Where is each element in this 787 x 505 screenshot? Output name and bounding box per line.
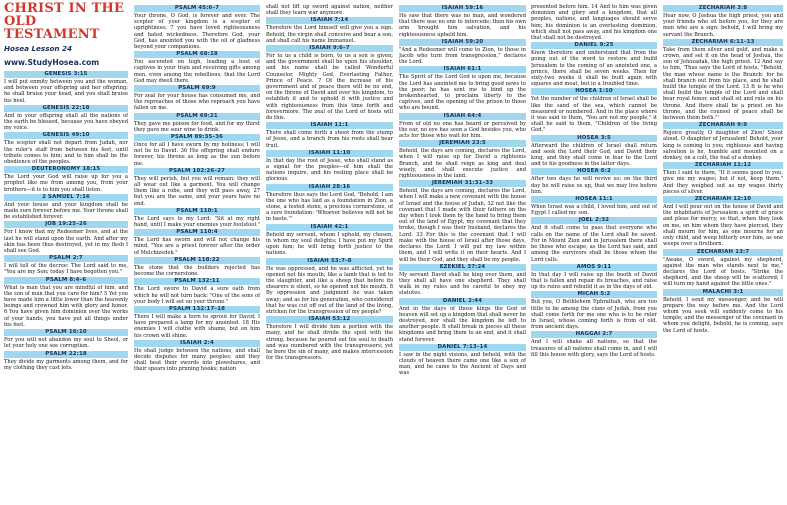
- verse-text: The Spirit of the Lord God is upon me, because the Lord has anointed me to bring good news to the poor; he has sent me to bind up the brokenhearted, to proclaim liberty to the captives, and the opening of the prison to those who are bound.: [399, 74, 526, 112]
- verse-text: I saw in the night visions, and behold, with the clouds of heaven there came one like a son of man, and he came to the Ancient of Days and was: [399, 351, 526, 377]
- verse-reference: AMOS 9:11: [531, 264, 657, 271]
- verse-reference: HAGGAI 2:7: [531, 331, 657, 338]
- verse-reference: JEREMIAH 23:5: [399, 140, 526, 147]
- verse-text: For zeal for your house has consumed me, and the reproaches of those who reproach you have fallen on me.: [134, 93, 260, 112]
- verse-reference: ISAIAH 11:10: [266, 150, 393, 157]
- verse-text: And in your offspring shall all the nations of the earth be blessed, because you have obeyed my voice.: [4, 112, 128, 132]
- verse-reference: JEREMIAH 31:31–33: [399, 180, 526, 187]
- verse-text: shall not lift up sword against nation, neither shall they learn war anymore.: [266, 4, 393, 17]
- verse-reference: HOSEA 6:2: [531, 168, 657, 175]
- verse-reference: ISAIAH 64:4: [399, 113, 526, 120]
- column-5: [531, 4, 657, 359]
- verse-reference: PSALM 118:22: [134, 257, 260, 264]
- verse-text: Afterward the children of Israel shall return and seek the Lord their God, and David their king, and they shall come in fear to the Lord and to his goodness in the latter days.: [531, 142, 657, 168]
- verse-text: There shall come forth a shoot from the stump of Jesse, and a branch from his roots shall bear fruit.: [266, 130, 393, 149]
- verse-text: He shall judge between the nations, and shall decide disputes for many peoples; and they shall beat their swords into plowshares, and their spears into pruning hooks; nation: [134, 347, 260, 373]
- verse-text: Then I said to them, "If it seems good to you, give me my wages; but if not, keep them." And they weighed out as my wages thirty pieces of silver.: [663, 170, 783, 195]
- verse-reference: GENESIS 49:10: [4, 132, 128, 139]
- verse-text: Therefore the Lord himself will give you a sign. Behold, the virgin shall conceive and bear a son, and shall call his name Immanuel.: [266, 25, 393, 44]
- verse-text: The scepter shall not depart from Judah, nor the ruler's staff from between his feet, until tribute comes to him; and to him shall be the obedience of the peoples.: [4, 140, 128, 166]
- verse-text: From of old no one has heard or perceived by the ear, no eye has seen a God besides you, who acts for those who wait for him.: [399, 120, 526, 140]
- verse-text: There I will make a horn to sprout for David; I have prepared a lamp for my anointed. 18 His enemies I will clothe with shame, but on him his crown will shine.: [134, 313, 260, 339]
- verse-text: presented before him. 14 And to him was given dominion and glory and a kingdom, that all peoples, nations, and languages should serve him; his dominion is an everlasting dominion, which shall not pass away, and his kingdom one that shall not be destroyed.: [531, 4, 657, 42]
- verse-reference: ZECHARIAH 6:11–13: [663, 39, 783, 46]
- verse-text: They will perish, but you will remain; they will all wear out like a garment. You will change them like a robe, and they will pass away, 27 but you are the same, and your years have no end.: [134, 175, 260, 207]
- verse-text: Hear now, O Joshua the high priest, you and your friends who sit before you, for they are men who are a sign: behold, I will bring my servant the Branch.: [663, 13, 783, 38]
- verse-reference: PSALM 69:21: [134, 113, 260, 120]
- column-2: [134, 4, 260, 374]
- verse-text: And I will pour out on the house of David and the inhabitants of Jerusalem a spirit of grace and pleas for mercy, so that, when they look on me, on him whom they have pierced, they shall mourn for him, as one mourns for an only child, and weep bitterly over him, as one weeps over a firstborn.: [663, 204, 783, 248]
- verse-reference: DANIEL 7:13–14: [399, 344, 526, 351]
- verse-text: In that day the root of Jesse, who shall stand as a signal for the peoples—of him shall the nations inquire, and his resting place shall be glorious.: [266, 157, 393, 183]
- verse-text: They divide my garments among them, and for my clothing they cast lots.: [4, 358, 128, 371]
- verse-reference: ISAIAH 9:6–7: [266, 45, 393, 52]
- verse-reference: PSALM 2:7: [4, 255, 128, 262]
- verse-reference: ISAIAH 28:16: [266, 184, 393, 191]
- verse-reference: PSALM 8:4–6: [4, 277, 128, 284]
- verse-text: They gave me poison for food, and for my thirst they gave me sour wine to drink.: [134, 120, 260, 133]
- verse-text: The Lord says to my Lord: "Sit at my right hand, until I make your enemies your footstool.": [134, 215, 260, 229]
- verse-text: After two days he will revive us; on the third day he will raise us up, that we may live before him.: [531, 176, 657, 195]
- verse-reference: ISAIAH 7:14: [266, 17, 393, 24]
- verse-reference: ZECHARIAH 3:8: [663, 5, 783, 12]
- verse-reference: GENESIS 22:18: [4, 105, 128, 112]
- verse-text: But you, O Bethlehem Ephrathah, who are too little to be among the clans of Judah, from you shall come forth for me one who is to be ruler in Israel, whose coming forth is from of old, from ancient days.: [531, 299, 657, 331]
- verse-reference: ZECHARIAH 9:9: [663, 122, 783, 129]
- verse-reference: ISAIAH 42:1: [266, 224, 393, 231]
- verse-text: In that day I will raise up the booth of David that is fallen and repair its breaches, and raise up its ruins and rebuild it as in the days of old.: [531, 271, 657, 291]
- verse-reference: PSALM 16:10: [4, 329, 128, 336]
- verse-text: "And a Redeemer will come to Zion, to those in Jacob who turn from transgression," declares the Lord.: [399, 46, 526, 66]
- verse-text: Once for all I have sworn by my holiness; I will not lie to David. 36 His offspring shall endure forever, his throne as long as the sun before me.: [134, 142, 260, 167]
- verse-reference: ISAIAH 11:1: [266, 122, 393, 129]
- verse-reference: PSALM 132:17–18: [134, 306, 260, 313]
- verse-text: And in the days of those kings the God of heaven will set up a kingdom that shall never be destroyed, nor shall the kingdom be left to another people. It shall break in pieces all these kingdoms and bring them to an end, and it shall stand forever.: [399, 305, 526, 343]
- verse-reference: ISAIAH 53:12: [266, 316, 393, 323]
- verse-text: The Lord has sworn and will not change his mind, "You are a priest forever after the order of Melchizedek.": [134, 237, 260, 256]
- verse-reference: PSALM 110:4: [134, 229, 260, 236]
- verse-reference: ZECHARIAH 13:7: [663, 249, 783, 256]
- verse-text: Take from them silver and gold, and make a crown, and set it on the head of Joshua, the son of Jehozadak, the high priest. 12 And say to him, 'Thus says the Lord of hosts, "Behold, the man whose name is the Branch: for he shall branch out from his place, and he shall build the temple of the Lord. 13 It is he who shall build the temple of the Lord and shall bear royal honor, and shall sit and rule on his throne. And there shall be a priest on his throne, and the counsel of peace shall be between them both."': [663, 46, 783, 122]
- title-line-1: CHRIST IN THE: [4, 2, 125, 16]
- verse-text: For I know that my Redeemer lives, and at the last he will stand upon the earth. And after my skin has been thus destroyed, yet in my flesh I shall see God.: [4, 229, 128, 255]
- verse-text: Behold, I send my messenger, and he will prepare the way before me. And the Lord whom you seek will suddenly come to his temple; and the messenger of the covenant in whom you delight, behold, he is coming, says the Lord of hosts.: [663, 296, 783, 334]
- verse-text: Your throne, O God, is forever and ever. The scepter of your kingdom is a scepter of uprightness; 7 you have loved righteousness and hated wickedness. Therefore God, your God, has anointed you with the oil of gladness beyond your companions.: [134, 13, 260, 51]
- verse-reference: PSALM 102:26–27: [134, 168, 260, 175]
- verse-text: When Israel was a child, I loved him, and out of Egypt I called my son.: [531, 204, 657, 217]
- verse-text: You ascended on high, leading a host of captives in your train and receiving gifts among men, even among the rebellious, that the Lord God may dwell there.: [134, 59, 260, 84]
- verse-reference: ZECHARIAH 12:10: [663, 196, 783, 203]
- verse-reference: HOSEA 3:5: [531, 135, 657, 142]
- verse-text: Rejoice greatly, O daughter of Zion! Shout aloud, O daughter of Jerusalem! Behold, your king is coming to you; righteous and having salvation is he, humble and mounted on a donkey, on a colt, the foal of a donkey.: [663, 130, 783, 162]
- verse-reference: PSALM 132:11: [134, 278, 260, 285]
- column-1-entries: [4, 71, 128, 371]
- verse-text: Behold my servant, whom I uphold, my chosen, in whom my soul delights; I have put my Spirit upon him; he will bring forth justice to the nations.: [266, 231, 393, 257]
- verse-reference: 2 SAMUEL 7:16: [4, 194, 128, 201]
- verse-reference: ISAIAH 59:16: [399, 5, 526, 12]
- verse-reference: ISAIAH 59:20: [399, 39, 526, 46]
- verse-text: And it shall come to pass that everyone who calls on the name of the Lord shall be saved. For in Mount Zion and in Jerusalem there shall be those who escape, as the Lord has said, and among the survivors shall be those whom the Lord calls.: [531, 225, 657, 263]
- verse-reference: PSALM 45:6–7: [134, 5, 260, 12]
- verse-text: For to us a child is born, to us a son is given; and the government shall be upon his shoulder, and his name shall be called Wonderful Counselor, Mighty God, Everlasting Father, Prince of Peace. 7 Of the increase of his government and of peace there will be no end, on the throne of David and over his kingdom, to establish it and to uphold it with justice and with righteousness from this time forth and forevermore. The zeal of the Lord of hosts will do this.: [266, 53, 393, 122]
- column-6: [663, 4, 783, 335]
- verse-text: The Lord your God will raise up for you a prophet like me from among you, from your brothers—it is to him you shall listen.: [4, 174, 128, 193]
- verse-reference: MALACHI 3:1: [663, 289, 783, 296]
- verse-reference: ISAIAH 61:1: [399, 66, 526, 73]
- column-3: [266, 4, 393, 362]
- website-label: www.StudyHosea.com: [4, 58, 100, 67]
- verse-reference: ISAIAH 2:4: [134, 340, 260, 347]
- verse-text: What is man that you are mindful of him, and the son of man that you care for him? 5 Yet you have made him a little lower than the heavenly beings and crowned him with glory and honor. 6 You have given him dominion over the works of your hands; you have put all things under his feet.: [4, 284, 128, 328]
- verse-reference: JOEL 2:32: [531, 217, 657, 224]
- verse-text: For you will not abandon my soul to Sheol, or let your holy one see corruption.: [4, 337, 128, 350]
- verse-reference: PSALM 89:35–36: [134, 134, 260, 141]
- verse-reference: DANIEL 9:25: [531, 42, 657, 49]
- verse-text: Therefore I will divide him a portion with the many, and he shall divide the spoil with the strong, because he poured out his soul to death and was numbered with the transgressors; yet he bore the sin of many, and makes intercession for the transgressors.: [266, 324, 393, 362]
- title-block: [4, 2, 128, 67]
- verse-text: And your house and your kingdom shall be made sure forever before me. Your throne shall be established forever.: [4, 201, 128, 221]
- verse-reference: DEUTERONOMY 18:15: [4, 166, 128, 173]
- column-1: [4, 2, 128, 372]
- verse-text: I will put enmity between you and the woman, and between your offspring and her offspring; he shall bruise your head, and you shall bruise his heel.: [4, 79, 128, 104]
- verse-reference: EZEKIEL 37:24: [399, 264, 526, 271]
- verse-reference: PSALM 110:1: [134, 208, 260, 215]
- verse-text: He was oppressed, and he was afflicted, yet he opened not his mouth; like a lamb that is led to the slaughter, and like a sheep that before its shearers is silent, so he opened not his mouth. 8 By oppression and judgment he was taken away; and as for his generation, who considered that he was cut off out of the land of the living, stricken for the transgression of my people?: [266, 265, 393, 315]
- verse-reference: JOB 19:25–26: [4, 221, 128, 228]
- verse-text: My servant David shall be king over them, and they shall all have one shepherd. They shall walk in my rules and be careful to obey my statutes.: [399, 271, 526, 297]
- title-line-2: OLD TESTAMENT: [4, 14, 100, 42]
- lesson-subtitle: Hosea Lesson 24: [4, 44, 73, 53]
- verse-reference: MICAH 5:2: [531, 291, 657, 298]
- column-4: [399, 4, 526, 378]
- verse-text: Behold, the days are coming, declares the Lord, when I will make a new covenant with the house of Israel and the house of Judah, 32 not like the covenant that I made with their fathers on the day when I took them by the hand to bring them out of the land of Egypt, my covenant that they broke, though I was their husband, declares the Lord. 33 For this is the covenant that I will make with the house of Israel after those days, declares the Lord: I will put my law within them, and I will write it on their hearts. And I will be their God, and they shall be my people.: [399, 188, 526, 263]
- verse-reference: GENESIS 3:15: [4, 71, 128, 78]
- verse-reference: HOSEA 1:10: [531, 88, 657, 95]
- verse-text: Therefore thus says the Lord God, "Behold, I am the one who has laid as a foundation in Zion, a stone, a tested stone, a precious cornerstone, of a sure foundation: 'Whoever believes will not be in haste.'": [266, 191, 393, 223]
- verse-reference: DANIEL 2:44: [399, 298, 526, 305]
- verse-text: Yet the number of the children of Israel shall be like the sand of the sea, which cannot be measured or numbered. And in the place where it was said to them, "You are not my people," it shall be said to them, "Children of the living God.": [531, 96, 657, 134]
- verse-text: The Lord swore to David a sure oath from which he will not turn back: "One of the sons of your body I will set on your throne.": [134, 286, 260, 305]
- verse-text: And I will shake all nations, so that the treasures of all nations shall come in, and I will fill this house with glory, says the Lord of hosts.: [531, 339, 657, 358]
- verse-reference: PSALM 22:18: [4, 351, 128, 358]
- verse-text: Know therefore and understand that from the going out of the word to restore and build Jerusalem to the coming of an anointed one, a prince, there shall be seven weeks. Then for sixty-two weeks it shall be built again with squares and moat, but in a troubled time.: [531, 50, 657, 88]
- verse-reference: PSALM 68:18: [134, 51, 260, 58]
- verse-text: The stone that the builders rejected has become the cornerstone.: [134, 264, 260, 278]
- verse-reference: PSALM 69:9: [134, 85, 260, 92]
- verse-text: He saw that there was no man, and wondered that there was no one to intercede; then his own arm brought him salvation, and his righteousness upheld him.: [399, 13, 526, 38]
- verse-reference: HOSEA 11:1: [531, 196, 657, 203]
- verse-reference: ISAIAH 53:7–8: [266, 258, 393, 265]
- verse-text: "Awake, O sword, against my shepherd, against the man who stands next to me," declares the Lord of hosts. "Strike the shepherd, and the sheep will be scattered; I will turn my hand against the little ones.": [663, 256, 783, 288]
- verse-text: I will tell of the decree: The Lord said to me, "You are my Son; today I have begotten you.": [4, 263, 128, 276]
- verse-reference: ZECHARIAH 11:12: [663, 162, 783, 169]
- verse-text: Behold, the days are coming, declares the Lord, when I will raise up for David a righteous Branch, and he shall reign as king and deal wisely, and shall execute justice and righteousness in the land.: [399, 148, 526, 180]
